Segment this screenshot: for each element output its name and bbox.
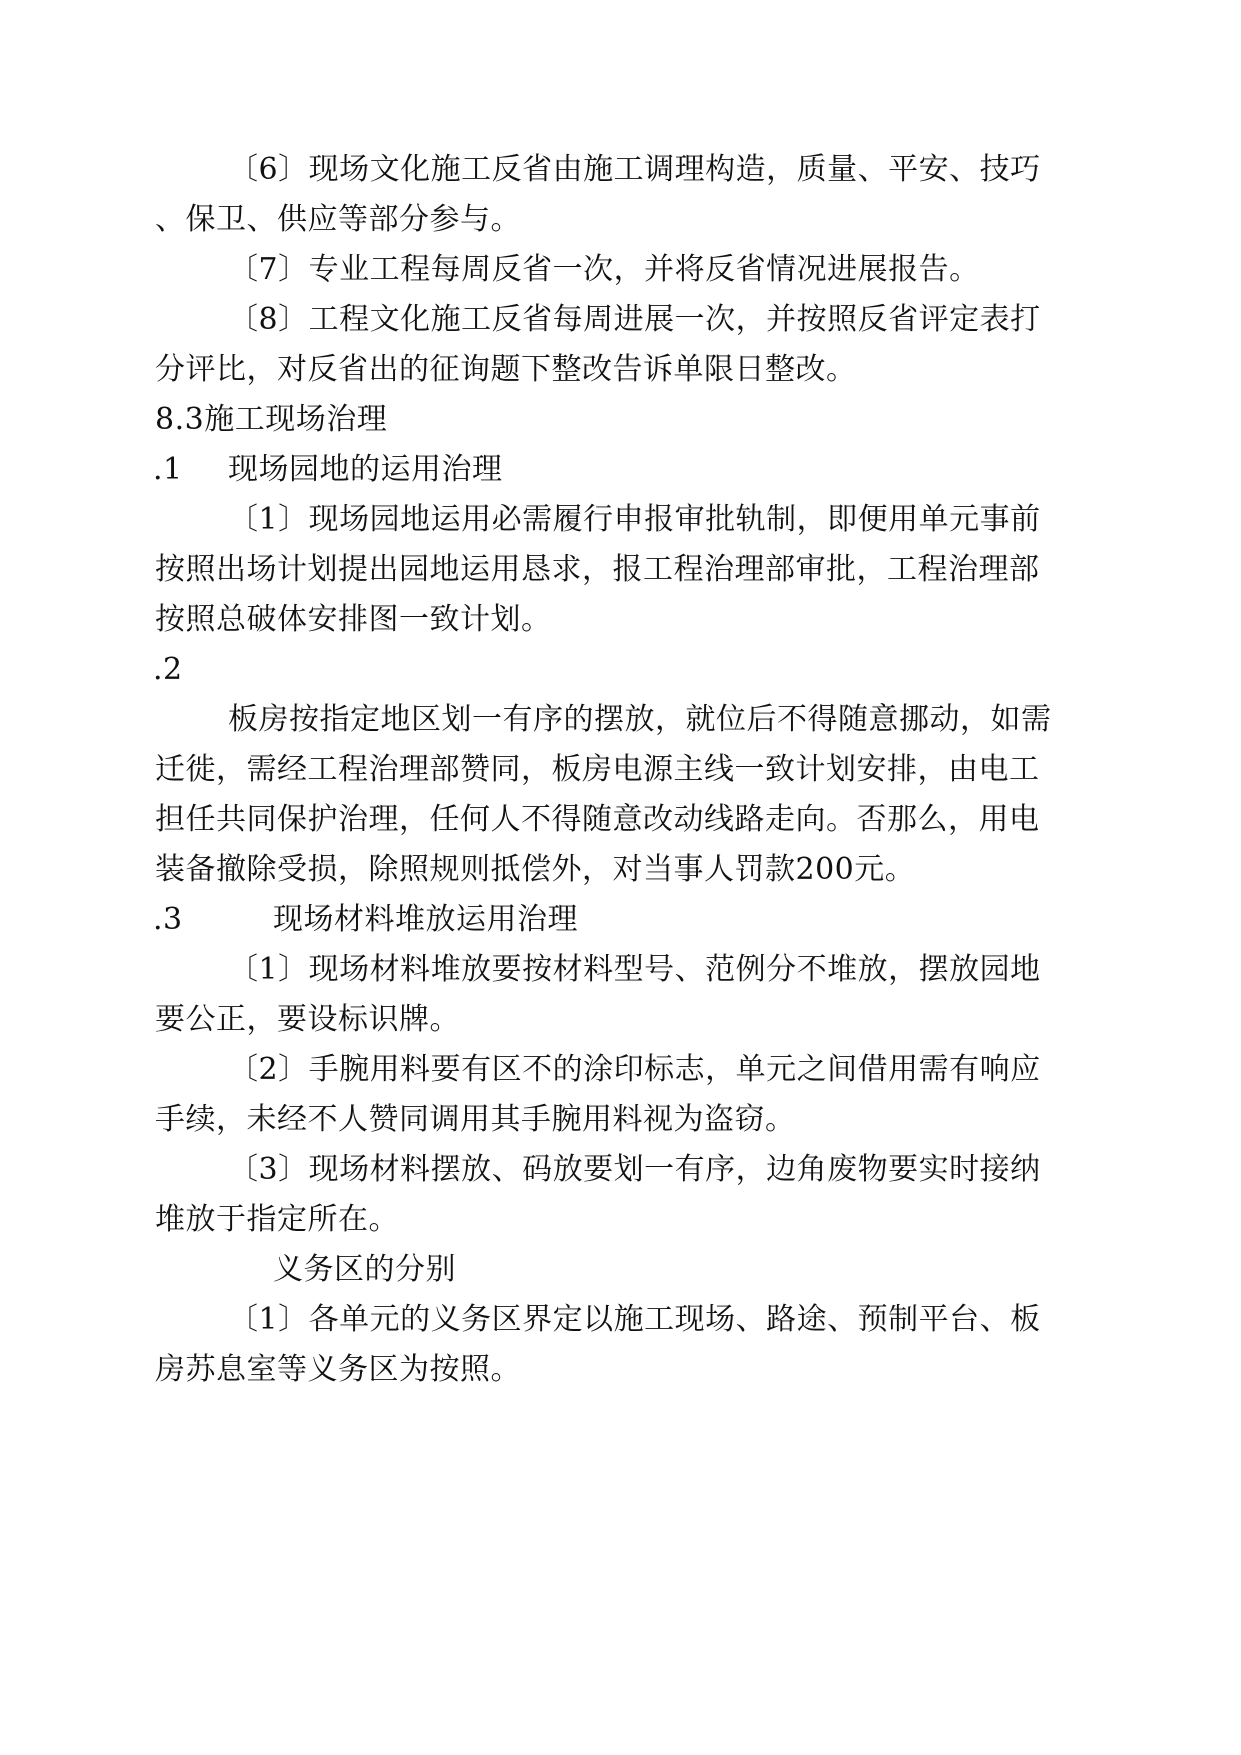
paragraph-line: 〔3〕现场材料摆放、码放要划一有序，边角废物要实时接纳 — [228, 1152, 1041, 1187]
paragraph-line: 堆放于指定所在。 — [155, 1202, 399, 1237]
section-heading: 8.3施工现场治理 — [155, 402, 388, 437]
paragraph-line: 〔6〕现场文化施工反省由施工调理构造，质量、平安、技巧 — [228, 152, 1041, 187]
subsection-number: .3 — [153, 902, 183, 937]
subsection-number: .2 — [153, 652, 183, 687]
paragraph-line: 按照出场计划提出园地运用恳求，报工程治理部审批，工程治理部 — [155, 552, 1040, 587]
subsection-title: 现场园地的运用治理 — [228, 452, 503, 487]
subsection-number: .1 — [153, 452, 183, 487]
paragraph-line: 〔1〕各单元的义务区界定以施工现场、路途、预制平台、板 — [228, 1302, 1041, 1337]
paragraph-line: 房苏息室等义务区为按照。 — [155, 1352, 521, 1387]
paragraph-line: 、保卫、供应等部分参与。 — [155, 202, 521, 237]
paragraph-line: 〔7〕专业工程每周反省一次，并将反省情况进展报告。 — [228, 252, 980, 287]
paragraph-line: 板房按指定地区划一有序的摆放，就位后不得随意挪动，如需 — [228, 702, 1052, 737]
paragraph-line: 要公正，要设标识牌。 — [155, 1002, 460, 1037]
paragraph-line: 〔8〕工程文化施工反省每周进展一次，并按照反省评定表打 — [228, 302, 1041, 337]
paragraph-line: 〔1〕现场园地运用必需履行申报审批轨制，即便用单元事前 — [228, 502, 1041, 537]
paragraph-line: 迁徙，需经工程治理部赞同，板房电源主线一致计划安排，由电工 — [155, 752, 1040, 787]
paragraph-line: 〔2〕手腕用料要有区不的涂印标志，单元之间借用需有响应 — [228, 1052, 1041, 1087]
paragraph-line: 按照总破体安排图一致计划。 — [155, 602, 552, 637]
paragraph-line: 手续，未经不人赞同调用其手腕用料视为盗窃。 — [155, 1102, 796, 1137]
subsection-title: 义务区的分别 — [273, 1252, 456, 1287]
subsection-title: 现场材料堆放运用治理 — [273, 902, 578, 937]
paragraph-line: 分评比，对反省出的征询题下整改告诉单限日整改。 — [155, 352, 857, 387]
paragraph-line: 担任共同保护治理，任何人不得随意改动线路走向。否那么，用电 — [155, 802, 1040, 837]
paragraph-line: 〔1〕现场材料堆放要按材料型号、范例分不堆放，摆放园地 — [228, 952, 1041, 987]
paragraph-line: 装备撤除受损，除照规则抵偿外，对当事人罚款200元。 — [155, 852, 916, 887]
